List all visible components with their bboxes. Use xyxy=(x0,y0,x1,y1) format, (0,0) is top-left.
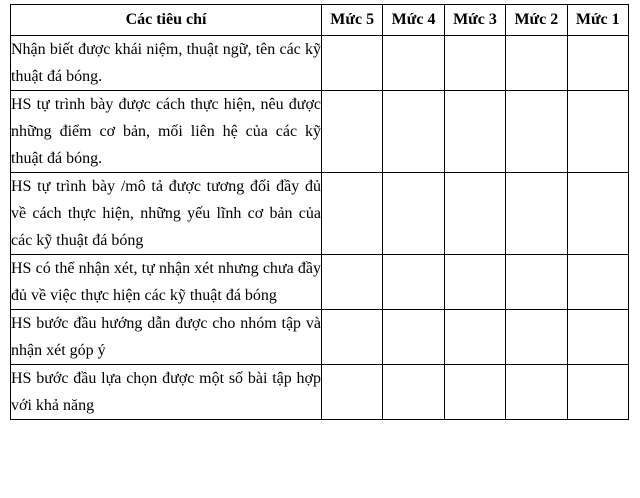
table-row xyxy=(11,91,629,173)
level-3-cell xyxy=(444,36,505,91)
criterion-cell: Nhận biết được khái niệm, thuật ngữ, tên các kỹ thuật đá bóng. xyxy=(11,36,322,91)
level-5-cell xyxy=(322,36,383,91)
level-5-cell xyxy=(322,173,383,255)
level-4-cell xyxy=(383,36,444,91)
level-4-cell xyxy=(383,173,444,255)
level-4-cell xyxy=(383,365,444,420)
level-3-cell xyxy=(444,310,505,365)
level-4-cell xyxy=(383,310,444,365)
level-4-cell xyxy=(383,91,444,173)
header-criteria: Các tiêu chí xyxy=(11,5,322,36)
header-level-3: Mức 3 xyxy=(444,5,505,36)
level-5-cell xyxy=(322,91,383,173)
criterion-cell: HS bước đầu lựa chọn được một số bài tập hợp với khả năng xyxy=(11,365,322,420)
level-2-cell xyxy=(506,255,567,310)
level-1-cell xyxy=(567,173,628,255)
table-row xyxy=(11,365,629,420)
criterion-cell: HS có thể nhận xét, tự nhận xét nhưng chưa đầy đủ về việc thực hiện các kỹ thuật đá bóng xyxy=(11,255,322,310)
level-5-cell xyxy=(322,365,383,420)
level-5-cell xyxy=(322,310,383,365)
level-4-cell xyxy=(383,255,444,310)
level-3-cell xyxy=(444,365,505,420)
level-2-cell xyxy=(506,365,567,420)
level-2-cell xyxy=(506,310,567,365)
header-level-4: Mức 4 xyxy=(383,5,444,36)
header-level-2: Mức 2 xyxy=(506,5,567,36)
table-row xyxy=(11,173,629,255)
level-1-cell xyxy=(567,36,628,91)
level-1-cell xyxy=(567,91,628,173)
level-3-cell xyxy=(444,173,505,255)
level-2-cell xyxy=(506,173,567,255)
assessment-rubric-table xyxy=(10,4,629,420)
level-1-cell xyxy=(567,310,628,365)
level-2-cell xyxy=(506,36,567,91)
table-row xyxy=(11,310,629,365)
header-row xyxy=(11,5,629,36)
level-3-cell xyxy=(444,91,505,173)
level-1-cell xyxy=(567,255,628,310)
table-row xyxy=(11,255,629,310)
level-3-cell xyxy=(444,255,505,310)
table-row xyxy=(11,36,629,91)
level-5-cell xyxy=(322,255,383,310)
criterion-cell: HS bước đầu hướng dẫn được cho nhóm tập và nhận xét góp ý xyxy=(11,310,322,365)
criterion-cell: HS tự trình bày /mô tả được tương đối đầy đủ về cách thực hiện, những yếu lĩnh cơ bản của các kỹ thuật đá bóng xyxy=(11,173,322,255)
level-2-cell xyxy=(506,91,567,173)
criterion-cell: HS tự trình bày được cách thực hiện, nêu được những điểm cơ bản, mối liên hệ của các kỹ thuật đá bóng. xyxy=(11,91,322,173)
header-level-1: Mức 1 xyxy=(567,5,628,36)
level-1-cell xyxy=(567,365,628,420)
header-level-5: Mức 5 xyxy=(322,5,383,36)
